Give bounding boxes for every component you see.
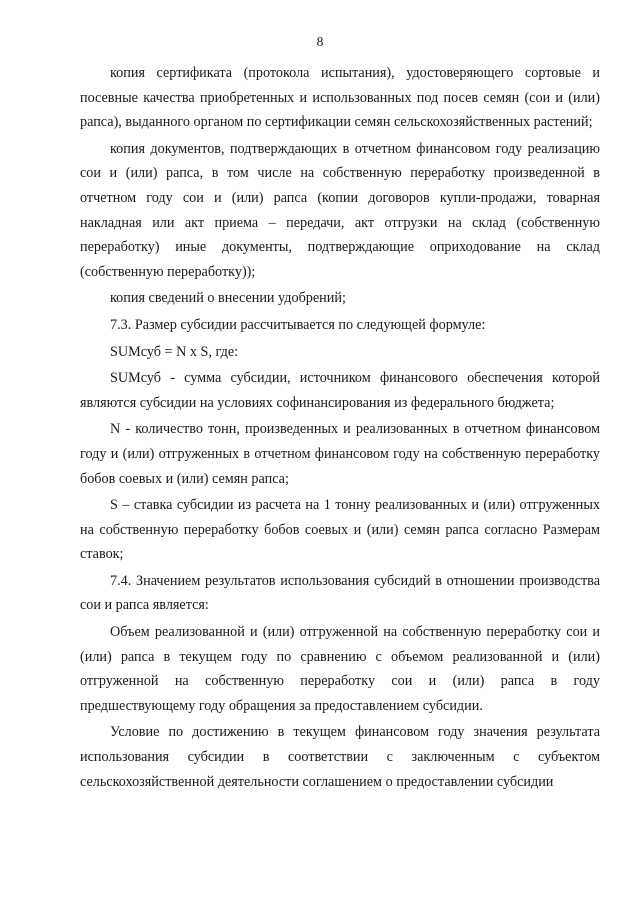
paragraph-sales-documents: копия документов, подтверждающих в отчетном финансовом году реализацию сои и (или) рапса, в том числе на собственную переработку произведенной в отчетном году сои и (или) рапса (копии договоров купли-продажи, товарная накладная или акт приема – передачи, акт отгрузки на склад (собственную переработку) иные документы, подтверждающие оприходование на склад (собственную переработку));	[80, 140, 600, 280]
paragraph-fertilizer-info: копия сведений о внесении удобрений;	[110, 290, 346, 307]
paragraph-n-definition: N - количество тонн, произведенных и реализованных в отчетном финансовом году и (или) отгруженных в отчетном финансовом году на собственную переработку бобов соевых и (или) семян рапса;	[80, 421, 600, 487]
paragraph-sum-definition: SUMсуб - сумма субсидии, источником финансового обеспечения которой являются субсидии на условиях софинансирования из федерального бюджета;	[80, 370, 600, 411]
document-body	[80, 61, 600, 794]
paragraph-s-definition: S – ставка субсидии из расчета на 1 тонну реализованных и (или) отгруженных на собственную переработку бобов соевых и (или) семян рапса согласно Размерам ставок;	[80, 497, 600, 563]
paragraph-7-4-heading: 7.4. Значением результатов использования субсидий в отношении производства сои и рапса является:	[80, 572, 600, 614]
paragraph-7-3-heading: 7.3. Размер субсидии рассчитывается по следующей формуле:	[110, 316, 486, 333]
paragraph-volume-result: Объем реализованной и (или) отгруженной на собственную переработку сои и (или) рапса в текущем году по сравнению с объемом реализованной и (или) отгруженной на собственную переработку сои и (или) рапса в году предшествующему году обращения за предоставлением субсидии.	[80, 624, 600, 714]
page-number: 8	[316, 34, 324, 49]
paragraph-seed-certificate: копия сертификата (протокола испытания), удостоверяющего сортовые и посевные качества приобретенных и использованных под посев семян (сои и (или) рапса), выданного органом по сертификации семян сельскохозяйственных растений;	[80, 65, 600, 131]
paragraph-condition: Условие по достижению в текущем финансовом году значения результата использования субсидии в соответствии с заключенным с субъектом сельскохозяйственной деятельности соглашением о предоставлении субсидии	[80, 724, 600, 790]
paragraph-formula: SUMсуб = N x S, где:	[110, 343, 239, 360]
